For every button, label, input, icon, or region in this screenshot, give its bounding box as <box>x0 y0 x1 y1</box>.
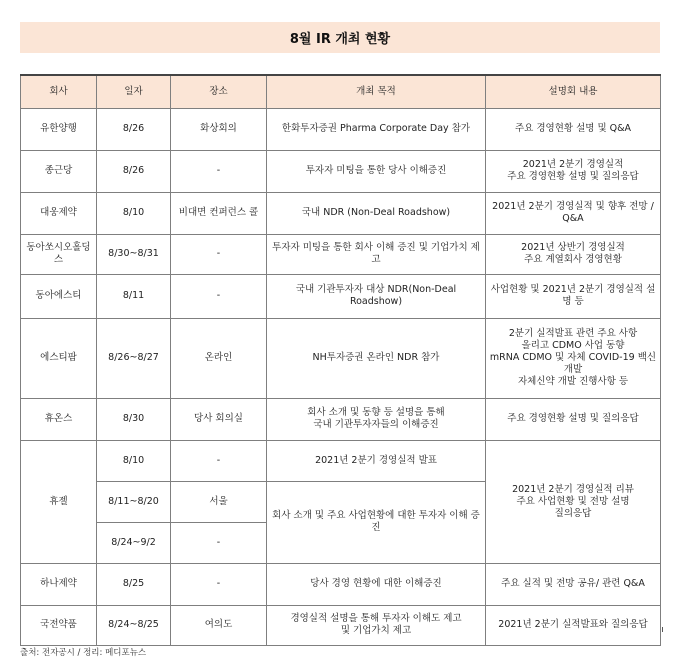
cell-content: 2021년 상반기 경영실적 주요 계열회사 경영현황 <box>486 234 661 274</box>
cell-purpose: 투자자 미팅을 통한 당사 이해증진 <box>267 150 486 192</box>
cell-date: 8/24~8/25 <box>97 605 171 645</box>
cell-purpose: 국내 NDR (Non-Deal Roadshow) <box>267 192 486 234</box>
column-header-purpose: 개최 목적 <box>267 75 486 108</box>
column-header-content: 설명회 내용 <box>486 75 661 108</box>
cell-date: 8/10 <box>97 192 171 234</box>
column-header-place: 장소 <box>171 75 267 108</box>
cell-company: 유한양행 <box>21 108 97 150</box>
source-note: 출처: 전자공시 / 정리: 메디포뉴스 <box>20 648 147 658</box>
page-title: 8월 IR 개최 현황 <box>289 32 391 47</box>
cell-purpose: 투자자 미팅을 통한 회사 이해 증진 및 기업가치 제고 <box>267 234 486 274</box>
cell-content: 2021년 2분기 경영실적 및 향후 전망 / Q&A <box>486 192 661 234</box>
cell-purpose: 경영실적 설명을 통해 투자자 이해도 제고 및 기업가치 제고 <box>267 605 486 645</box>
cell-date: 8/10 <box>97 440 171 481</box>
table-row <box>21 398 661 440</box>
cell-purpose: 한화투자증권 Pharma Corporate Day 참가 <box>267 108 486 150</box>
cell-date: 8/26 <box>97 150 171 192</box>
cell-purpose: 회사 소개 및 동향 등 설명을 통해 국내 기관투자자들의 이해증진 <box>267 398 486 440</box>
cell-place: - <box>171 274 267 318</box>
cell-purpose: 2021년 2분기 경영실적 발표 <box>267 440 486 481</box>
column-header-date: 일자 <box>97 75 171 108</box>
cell-date: 8/30~8/31 <box>97 234 171 274</box>
cell-content: 2분기 실적발표 관련 주요 사항 올리고 CDMO 사업 동향 mRNA CDMO 및 자체 COVID-19 백신 개발 자체신약 개발 진행사항 등 <box>486 318 661 398</box>
table-row <box>21 318 661 398</box>
cell-content: 사업현황 및 2021년 2분기 경영실적 설명 등 <box>486 274 661 318</box>
cell-company: 종근당 <box>21 150 97 192</box>
cell-place: - <box>171 522 267 563</box>
cell-company: 동아쏘시오홀딩스 <box>21 234 97 274</box>
cell-company: 하나제약 <box>21 563 97 605</box>
table-row <box>21 108 661 150</box>
cell-date: 8/30 <box>97 398 171 440</box>
table-row <box>21 234 661 274</box>
cell-content: 주요 경영현황 설명 및 질의응답 <box>486 398 661 440</box>
cell-date: 8/24~9/2 <box>97 522 171 563</box>
column-header-company: 회사 <box>21 75 97 108</box>
cell-company: 에스티팜 <box>21 318 97 398</box>
corner-tick-mark <box>662 627 663 632</box>
table-row <box>21 150 661 192</box>
cell-company: 대웅제약 <box>21 192 97 234</box>
table-row <box>21 605 661 645</box>
cell-content: 주요 경영현황 설명 및 Q&A <box>486 108 661 150</box>
cell-date: 8/26 <box>97 108 171 150</box>
cell-content: 주요 실적 및 전망 공유/ 관련 Q&A <box>486 563 661 605</box>
cell-purpose: 회사 소개 및 주요 사업현황에 대한 투자자 이해 증진 <box>267 481 486 563</box>
table-row <box>21 440 661 481</box>
cell-place: 여의도 <box>171 605 267 645</box>
table-row <box>21 192 661 234</box>
cell-date: 8/11~8/20 <box>97 481 171 522</box>
cell-content: 2021년 2분기 경영실적 리뷰 주요 사업현황 및 전망 설명 질의응답 <box>486 440 661 563</box>
cell-place: 서울 <box>171 481 267 522</box>
cell-company: 국전약품 <box>21 605 97 645</box>
cell-content: 2021년 2분기 실적발표와 질의응답 <box>486 605 661 645</box>
table-header-row <box>21 75 661 108</box>
cell-place: - <box>171 150 267 192</box>
table-row <box>21 274 661 318</box>
cell-purpose: NH투자증권 온라인 NDR 참가 <box>267 318 486 398</box>
cell-date: 8/25 <box>97 563 171 605</box>
ir-table <box>20 74 661 646</box>
cell-place: - <box>171 563 267 605</box>
cell-content: 2021년 2분기 경영실적 주요 경영현황 설명 및 질의응답 <box>486 150 661 192</box>
cell-company: 휴온스 <box>21 398 97 440</box>
cell-place: 화상회의 <box>171 108 267 150</box>
cell-company: 휴젤 <box>21 440 97 563</box>
cell-date: 8/11 <box>97 274 171 318</box>
title-bar <box>20 22 660 53</box>
cell-place: 온라인 <box>171 318 267 398</box>
cell-purpose: 당사 경영 현황에 대한 이해증진 <box>267 563 486 605</box>
cell-place: 비대면 컨퍼런스 콜 <box>171 192 267 234</box>
cell-place: - <box>171 440 267 481</box>
cell-purpose: 국내 기관투자자 대상 NDR(Non-Deal Roadshow) <box>267 274 486 318</box>
table-row <box>21 563 661 605</box>
cell-date: 8/26~8/27 <box>97 318 171 398</box>
cell-place: - <box>171 234 267 274</box>
cell-company: 동아에스티 <box>21 274 97 318</box>
cell-place: 당사 회의실 <box>171 398 267 440</box>
